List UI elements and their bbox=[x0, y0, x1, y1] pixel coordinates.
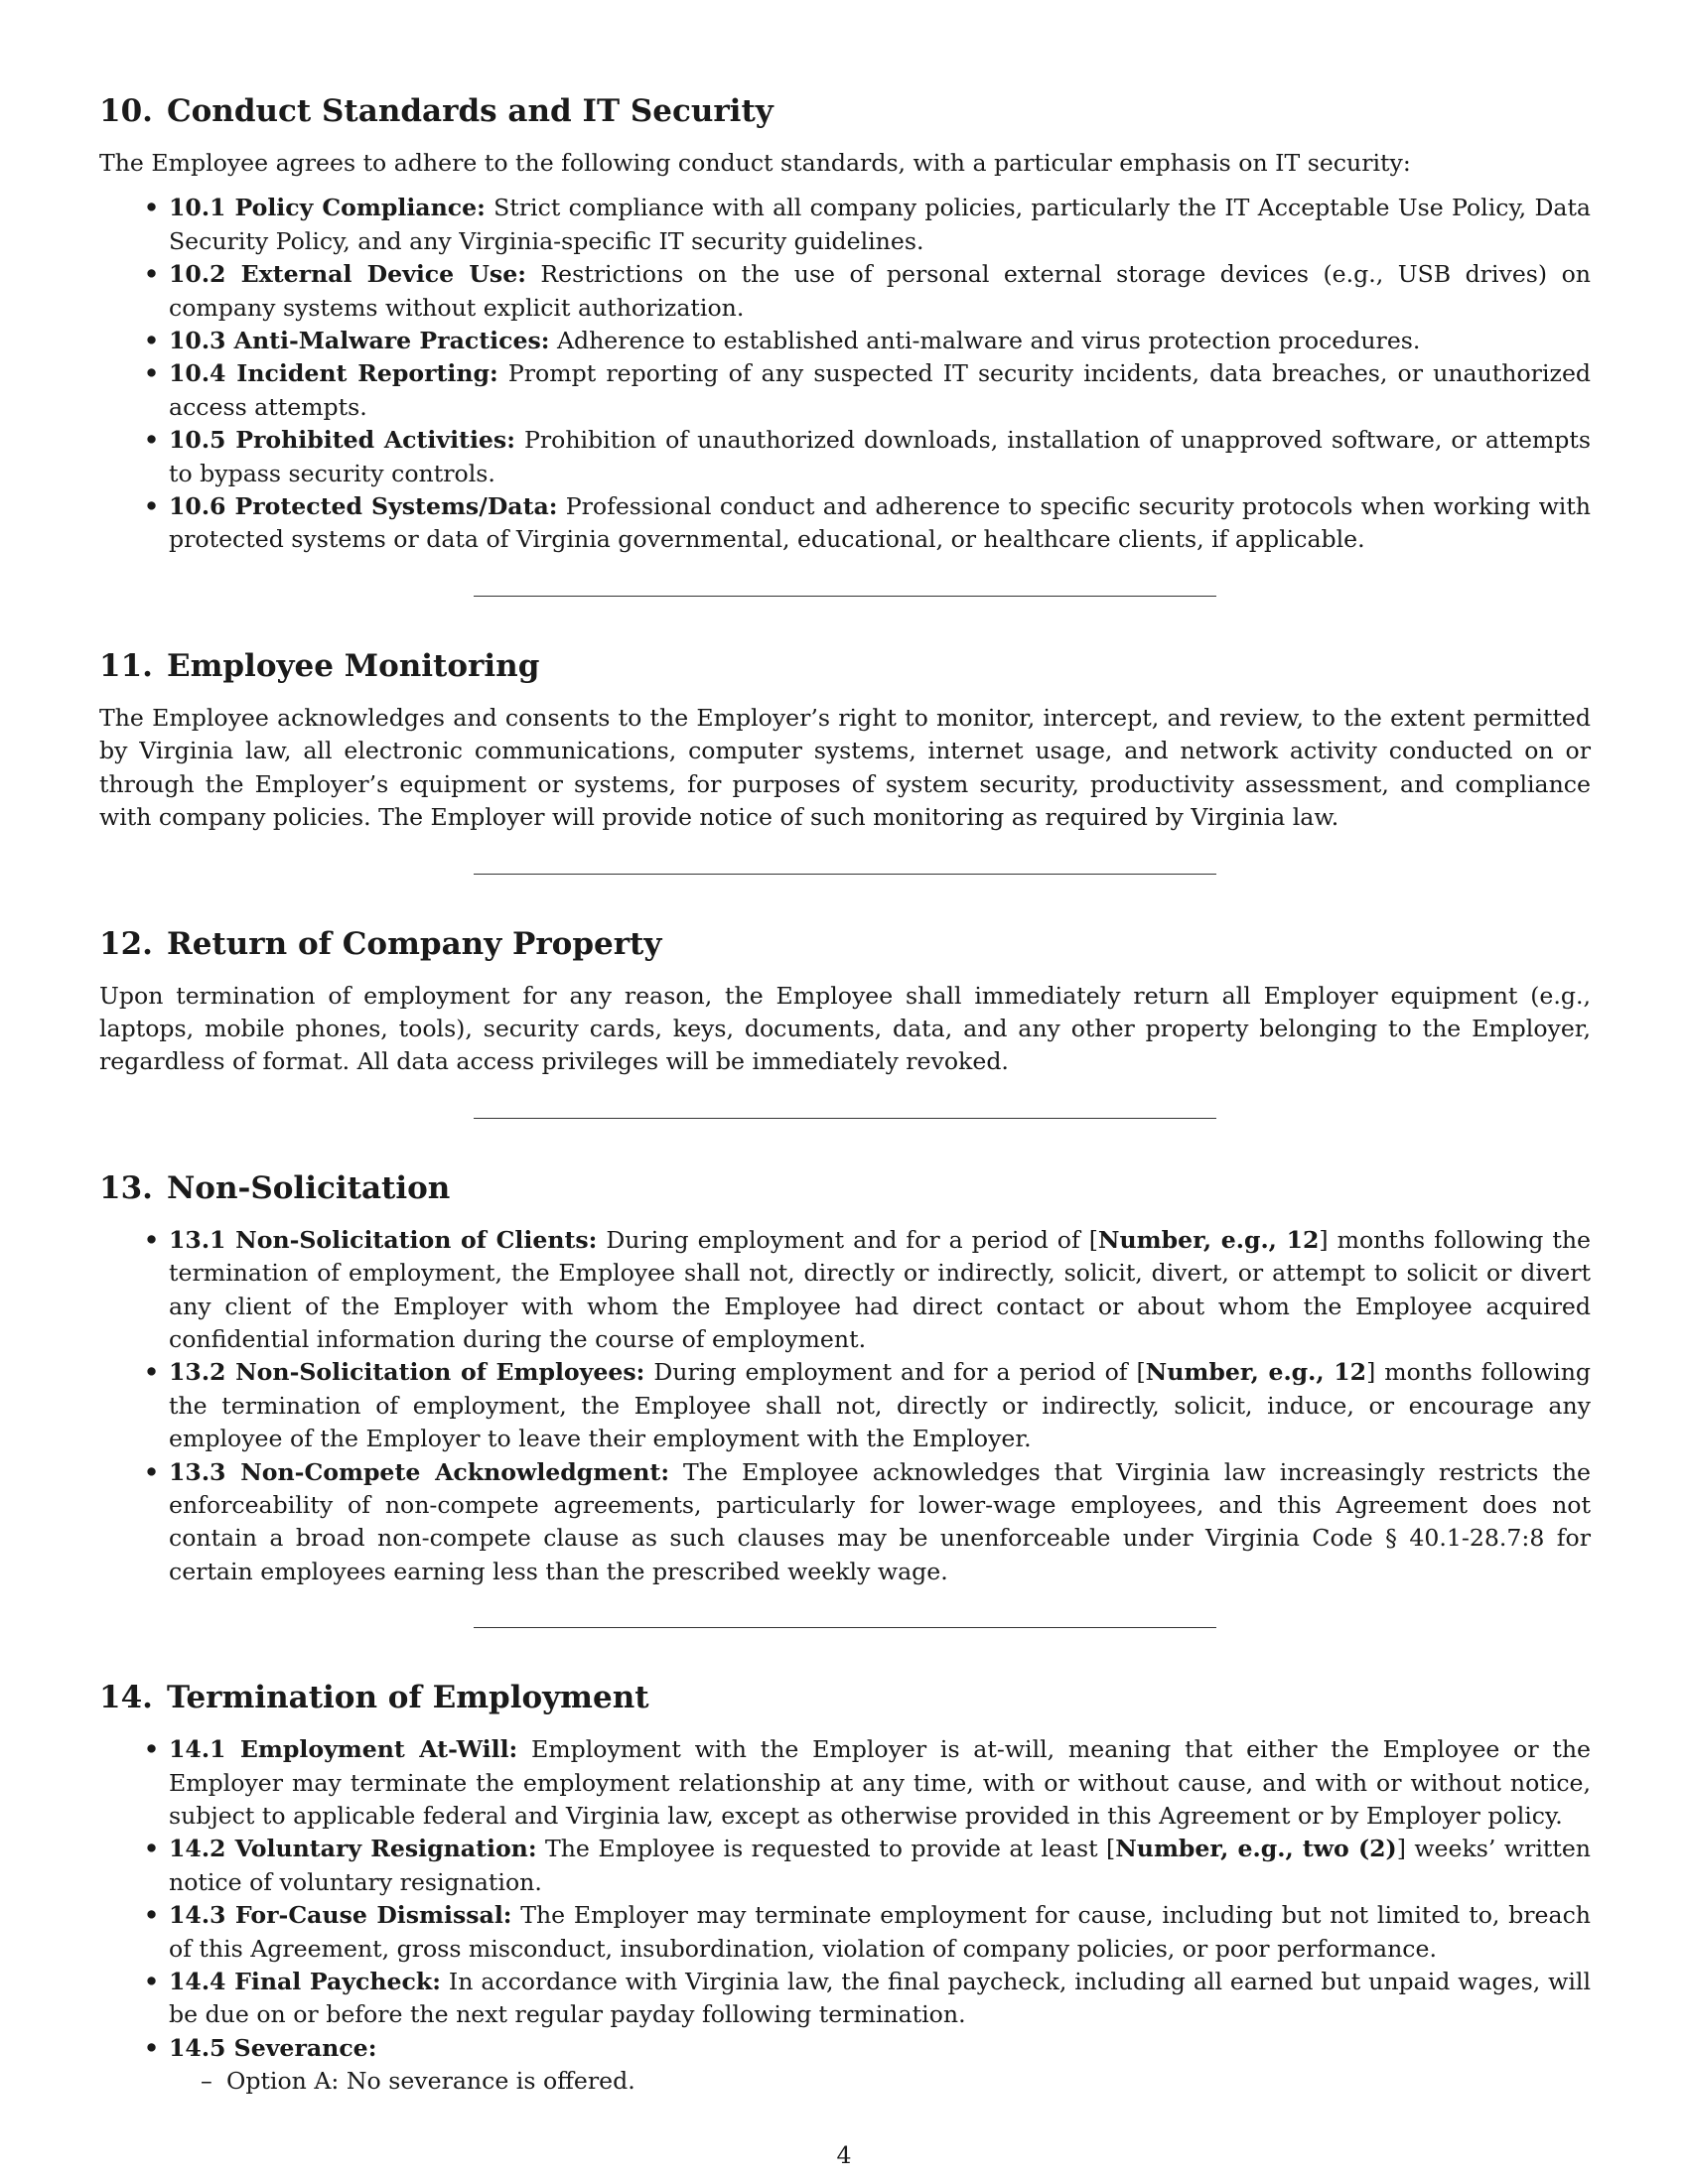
bullet-icon: • bbox=[144, 1358, 160, 1387]
list-item: • 10.3 Anti-Malware Practices: Adherence to established anti-malware and virus protection procedures. bbox=[169, 325, 1591, 357]
list-item: • 10.2 External Device Use: Restrictions on the use of personal external storage devices (e.g., USB drives) on company systems without explicit authorization. bbox=[144, 260, 1591, 322]
section-employee-monitoring bbox=[99, 646, 1591, 835]
section-heading: 10. Conduct Standards and IT Security bbox=[99, 93, 774, 129]
list-item: • 10.1 Policy Compliance: Strict compliance with all company policies, particularly the IT Acceptable Use Policy, Data Security Policy, and any Virginia-specific IT security guidelines. bbox=[144, 194, 1591, 255]
list-item: • 10.4 Incident Reporting: Prompt reporting of any suspected IT security incidents, data breaches, or unauthorized access attempts. bbox=[144, 359, 1592, 421]
section-termination bbox=[99, 1678, 1591, 2098]
bullet-icon: • bbox=[144, 1901, 160, 1930]
section-intro: The Employee agrees to adhere to the following conduct standards, with a particular emphasis on IT security: bbox=[99, 149, 1411, 177]
bullet-icon: • bbox=[144, 1735, 160, 1764]
section-heading: 14. Termination of Employment bbox=[99, 1680, 649, 1716]
item-list bbox=[99, 1224, 1591, 1588]
list-item: • 14.1 Employment At-Will: Employment with the Employer is at-will, meaning that either the Employee or the Employer may terminate the employment relationship at any time, with or without cause, and with or without notice, subject to applicable federal and Virginia law, except as otherwise provided in this Agreement or by Employer policy. bbox=[144, 1735, 1591, 1830]
page-number: 4 bbox=[836, 2141, 852, 2169]
section-conduct-standards bbox=[99, 91, 1591, 557]
sub-list-item: – Option A: No severance is offered. bbox=[226, 2065, 1591, 2098]
list-item: • 13.2 Non-Solicitation of Employees: During employment and for a period of [Number, e.g., 12] months following the termination of employment, the Employee shall not, directly or indirectly, solicit, induce, or encourage any employee of the Employer to leave their employment with the Employer. bbox=[144, 1358, 1592, 1453]
list-item: • 10.5 Prohibited Activities: Prohibition of unauthorized downloads, installation of unapproved software, or attempts to bypass security controls. bbox=[144, 426, 1591, 487]
section-body: Upon termination of employment for any reason, the Employee shall immediately return all Employer equipment (e.g., laptops, mobile phones, tools), security cards, keys, documents, data, and any other property belonging to the Employer, regardless of format. All data access privileges will be immediately revoked. bbox=[99, 981, 1591, 1076]
bullet-icon: • bbox=[144, 1835, 160, 1863]
sub-list bbox=[169, 2065, 1591, 2098]
bullet-icon: • bbox=[144, 1225, 160, 1254]
bullet-icon: • bbox=[144, 426, 160, 455]
section-body: The Employee acknowledges and consents to the Employer’s right to monitor, intercept, and review, to the extent permitted by Virginia law, all electronic communications, computer systems, internet usage, and network activity conducted on or through the Employer’s equipment or systems, for purposes of system security, productivity assessment, and compliance with company policies. The Employer will provide notice of such monitoring as required by Virginia law. bbox=[99, 703, 1591, 832]
bullet-icon: • bbox=[144, 327, 160, 355]
bullet-icon: • bbox=[144, 194, 160, 222]
list-item: • 14.4 Final Paycheck: In accordance with Virginia law, the final paycheck, including all earned but unpaid wages, will be due on or before the next regular payday following termination. bbox=[144, 1968, 1591, 2029]
item-list bbox=[99, 1733, 1591, 2098]
bullet-icon: • bbox=[144, 1968, 160, 1996]
section-non-solicitation bbox=[99, 1168, 1591, 1588]
dash-icon: – bbox=[201, 2067, 212, 2096]
list-item: • 14.3 For-Cause Dismissal: The Employer may terminate employment for cause, including but not limited to, breach of this Agreement, gross misconduct, insubordination, violation of company policies, or poor performance. bbox=[144, 1901, 1591, 1963]
bullet-icon: • bbox=[144, 359, 160, 388]
item-list bbox=[99, 192, 1591, 556]
section-heading: 13. Non-Solicitation bbox=[99, 1169, 451, 1206]
document-page bbox=[99, 91, 1591, 2099]
section-heading: 12. Return of Company Property bbox=[99, 925, 662, 962]
bullet-icon: • bbox=[144, 1457, 160, 1486]
list-item: • 13.3 Non-Compete Acknowledgment: The Employee acknowledges that Virginia law increasingly restricts the enforceability of non-compete agreements, particularly for lower-wage employees, and this Agreement does not contain a broad non-compete clause as such clauses may be unenforceable under Virginia Code § 40.1-28.7:8 for certain employees earning less than the prescribed weekly wage. bbox=[144, 1457, 1591, 1585]
bullet-icon: • bbox=[144, 2033, 160, 2062]
bullet-icon: • bbox=[144, 492, 160, 521]
list-item: • 13.1 Non-Solicitation of Clients: During employment and for a period of [Number, e.g., 12] months following the termination of employment, the Employee shall not, directly or indirectly, solicit, divert, or attempt to solicit or divert any client of the Employer with whom the Employee had direct contact or about whom the Employee acquired confidential information during the course of employment. bbox=[144, 1225, 1591, 1353]
list-item: • 14.5 Severance: – Option A: No severance is offered. bbox=[169, 2032, 1591, 2099]
section-heading: 11. Employee Monitoring bbox=[99, 647, 540, 684]
section-return-property bbox=[99, 924, 1591, 1079]
list-item: • 10.6 Protected Systems/Data: Professional conduct and adherence to specific security protocols when working with protected systems or data of Virginia governmental, educational, or healthcare clients, if applicable. bbox=[144, 492, 1591, 554]
bullet-icon: • bbox=[144, 260, 160, 289]
list-item: • 14.2 Voluntary Resignation: The Employee is requested to provide at least [Number, e.g., two (2)] weeks’ written notice of voluntary resignation. bbox=[144, 1835, 1591, 1896]
